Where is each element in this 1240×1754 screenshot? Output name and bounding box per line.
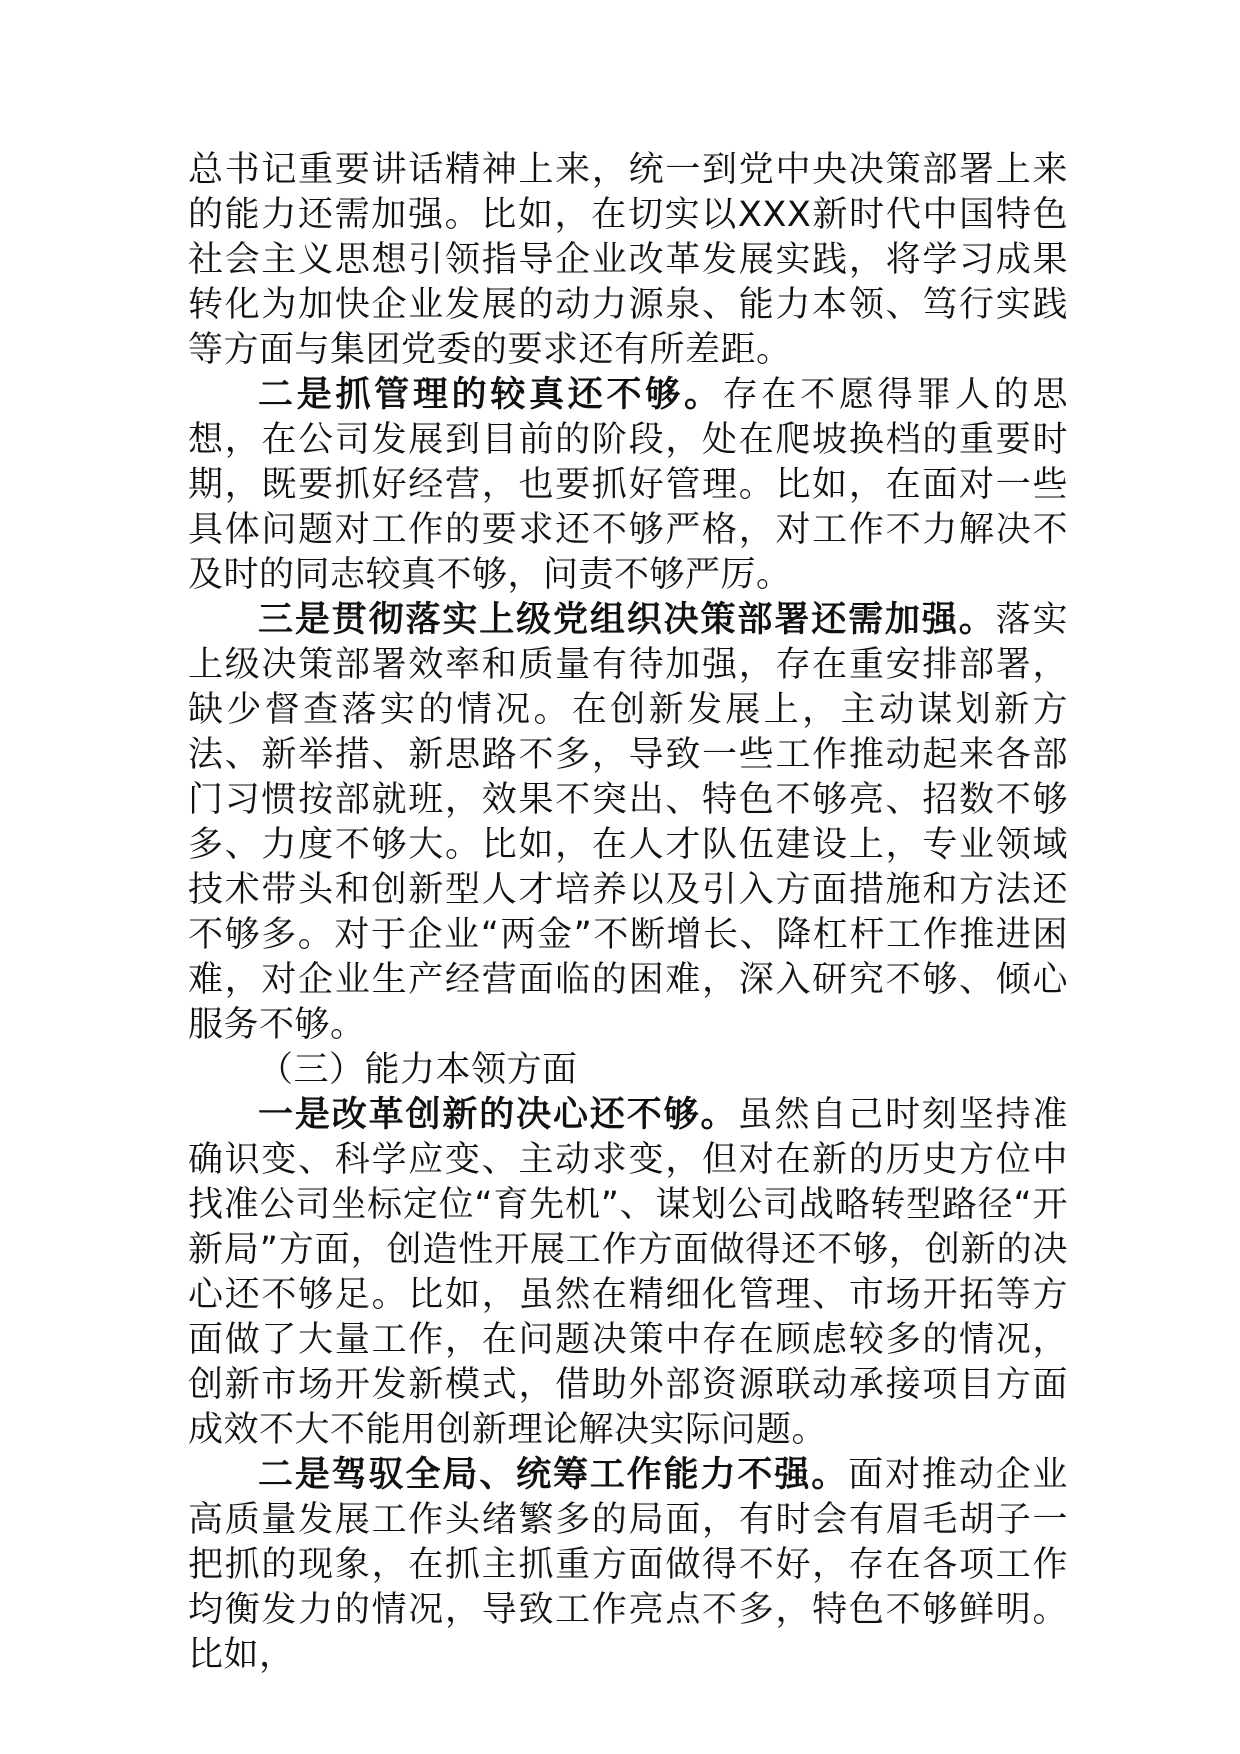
paragraph-text: 面对推动企业高质量发展工作头绪繁多的局面，有时会有眉毛胡子一把抓的现象，在抓主抓重方面做得不好，存在各项工作均衡发力的情况，导致工作亮点不多，特色不够鲜明。比如， xyxy=(188,1455,1068,1675)
paragraph-lead: 二是抓管理的较真还不够。 xyxy=(258,375,723,415)
section-heading xyxy=(188,1048,1068,1093)
document-body xyxy=(188,148,1068,1678)
section-heading-text: （三）能力本领方面 xyxy=(258,1050,578,1090)
paragraph-lead: 一是改革创新的决心还不够。 xyxy=(258,1095,738,1135)
paragraph-implementation xyxy=(188,598,1068,1048)
paragraph-text: 虽然自己时刻坚持准确识变、科学应变、主动求变，但对在新的历史方位中找准公司坐标定位“育先机”、谋划公司战略转型路径“开新局”方面，创造性开展工作方面做得还不够，创新的决心还不够足。比如，虽然在精细化管理、市场开拓等方面做了大量工作，在问题决策中存在顾虑较多的情况，创新市场开发新模式，借助外部资源联动承接项目方面成效不大不能用创新理论解决实际问题。 xyxy=(188,1095,1068,1450)
paragraph-overall-control xyxy=(188,1453,1068,1678)
paragraph-lead: 三是贯彻落实上级党组织决策部署还需加强。 xyxy=(258,600,996,640)
paragraph-management xyxy=(188,373,1068,598)
paragraph-text: 落实上级决策部署效率和质量有待加强，存在重安排部署，缺少督查落实的情况。在创新发展上，主动谋划新方法、新举措、新思路不多，导致一些工作推动起来各部门习惯按部就班，效果不突出、特色不够亮、招数不够多、力度不够大。比如，在人才队伍建设上，专业领域技术带头和创新型人才培养以及引入方面措施和方法还不够多。对于企业“两金”不断增长、降杠杆工作推进困难，对企业生产经营面临的困难，深入研究不够、倾心服务不够。 xyxy=(188,600,1068,1045)
paragraph-text: 总书记重要讲话精神上来，统一到党中央决策部署上来的能力还需加强。比如，在切实以XXX新时代中国特色社会主义思想引领指导企业改革发展实践，将学习成果转化为加快企业发展的动力源泉、能力本领、笃行实践等方面与集团党委的要求还有所差距。 xyxy=(188,150,1068,370)
paragraph-text: 存在不愿得罪人的思想，在公司发展到目前的阶段，处在爬坡换档的重要时期，既要抓好经营，也要抓好管理。比如，在面对一些具体问题对工作的要求还不够严格，对工作不力解决不及时的同志较真不够，问责不够严厉。 xyxy=(188,375,1068,595)
paragraph-innovation xyxy=(188,1093,1068,1453)
paragraph-continuation xyxy=(188,148,1068,373)
paragraph-lead: 二是驾驭全局、统筹工作能力不强。 xyxy=(258,1455,849,1495)
